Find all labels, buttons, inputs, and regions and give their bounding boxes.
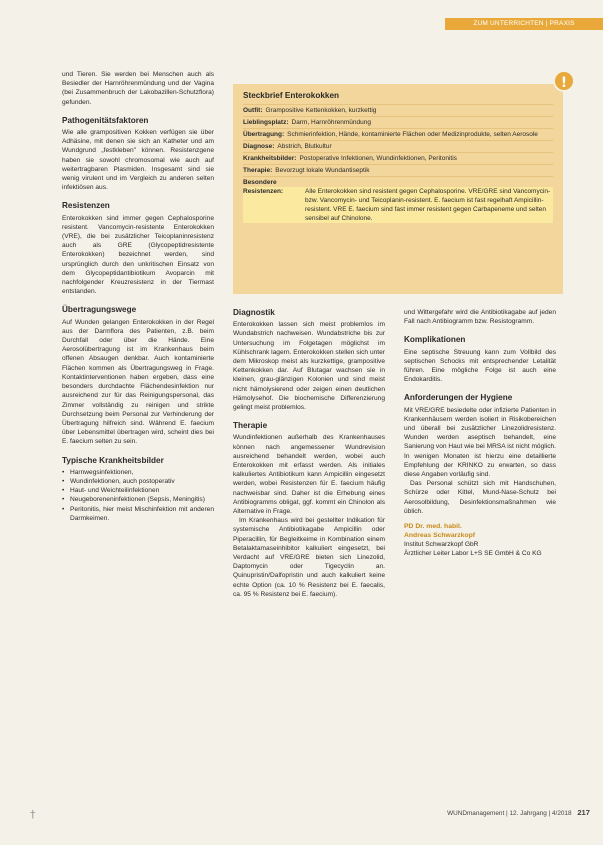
intro-paragraph: und Tieren. Sie werden bei Menschen auch als Besiedler der Harnröhrenmündung und der Vagina (bei Zusammenbruch der Lakobazillen-Schutzflora) gefunden.	[62, 71, 214, 106]
infobox-value: Schmierinfektion, Hände, kontaminierte Flächen oder Medizinprodukte, selten Aerosole	[287, 131, 538, 138]
heading-krankheitsbilder: Typische Krankheitsbilder	[62, 455, 164, 465]
uebertragung-paragraph: Auf Wunden gelangen Enterokokken in der Regel aus der Darmflora des Patienten, z.B. beim Durchfall oder über die Hände. Eine Aerosolübertragung ist im Krankenhaus beim offenen Absaugen denkbar. Auch kontaminierte Flächen kommen als Übertragungsweg in Frage. Kontaktinterventionen haben ergeben, dass eine besonders durchdachte Flächendesinfektion nur ausreichend zur für das Reinigungspersonal, das Zimmer vollständig zu reinigen und strikte Durchsetzung beim Personal zur Verhinderung der Übertragung hilfreich sind. Während E. faecium über Lebensmittel übertragen wird, scheint dies bei E. faecium selten zu sein.	[62, 318, 214, 446]
author-title: PD Dr. med. habil.	[404, 523, 462, 531]
author-affiliation: Ärztlicher Leiter Labor L+S SE GmbH & Co KG	[404, 550, 542, 558]
therapie-paragraph-2: Im Krankenhaus wird bei gestellter Indikation für systemische Antibiotikagabe Ampicillin oder Piperacillin, für Begleitkeime in Kombination einem Betalaktamaseinhibitor kalkuliert eingesetzt, bei Verdacht auf VRE/GRE bieten sich Linezolid, Daptomycin oder Tigecyclin an. Quinupristin/Dalfopristin und auch kalkuliert keine echte Option (ca. 10 % Resistenz bei E. faecalis, ca. 95 % Resistenz bei E. faecium).	[233, 517, 385, 598]
author-affiliation: Institut Schwarzkopf GbR	[404, 541, 479, 549]
infobox-row-krankheitsbilder	[243, 152, 553, 164]
infobox-row-lieblingsplatz	[243, 116, 553, 128]
exclamation-icon: !	[553, 70, 575, 92]
heading-diagnostik: Diagnostik	[233, 308, 275, 317]
page-footer	[410, 808, 590, 817]
infobox-value: Darm, Harnröhrenmündung	[291, 119, 371, 126]
list-item: • Wundinfektionen, auch postoperativ	[62, 477, 214, 486]
infobox-value: Alle Enterokokken sind resistent gegen Cephalosporine. VRE/GRE sind Vancomycin- bzw. Vancomycin- und Teicoplanin-resistent. E. faecium ist fast regelhaft Ampicillin-resistent. VRE E. faecium sind fast immer resistent gegen Carbapeneme und selten sensibel auf Chinolone.	[243, 187, 553, 223]
infobox-key: Übertragung:	[243, 131, 285, 138]
list-item: • Neugeboreneninfektionen (Sepsis, Meningitis)	[62, 495, 214, 504]
infobox-row-outfit	[243, 104, 553, 116]
diagnostik-paragraph: Enterokokken lassen sich meist problemlos im Wundabstrich nachweisen. Wundabstriche bis zur Untersuchung im Folgetagen möglichst im Kühlschrank lagern. Enterokokken stellen sich unter dem Mikroskop meist als kurzkettige, grampositive Kettenkokken dar. Auf Blutagar wachsen sie in kleinen, grau-glänzigen Kolonien und sind meist nicht hämolysierend oder zeigen einen deutlichen Hämolysehof. Die biochemische Differenzierung gelingt meist problemlos.	[233, 321, 385, 412]
infobox-value: Bevorzugt lokale Wundantiseptik	[275, 167, 370, 174]
resistenzen-paragraph: Enterokokken sind immer gegen Cephalosporine resistent. Vancomycin-resistente Enterokokken (VRE), die bei zusätzlicher Teicoplaninresistenz auch als GRE (Glycopeptidresistente Enterokokken) bezeichnet werden, sind ursprünglich durch den unkritischen Einsatz von dem Glycopeptidantibiotikum Avoparcin mit nachfolgender Kreuzresistenz in der Tiermast entstanden.	[62, 214, 214, 296]
crop-mark-icon: †	[30, 808, 36, 821]
infobox-value: Postoperative Infektionen, Wundinfektionen, Peritonitis	[299, 155, 457, 162]
infobox-row-diagnose	[243, 140, 553, 152]
krankheitsbilder-list	[62, 468, 214, 523]
list-item: • Harnwegsinfektionen,	[62, 468, 214, 477]
heading-pathogenitaetsfaktoren: Pathogenitätsfaktoren	[62, 115, 149, 125]
heading-uebertragungswege: Übertragungswege	[62, 305, 137, 315]
pathogen-paragraph: Wie alle grampositiven Kokken verfügen sie über Adhäsine, mit denen sie sich an Katheter und am Wundgrund „festkleben" können. Resistenzgene haben sie sowohl chromosomal wie auch auf weitertragbaren Plasmiden. Insgesamt sind sie wenig virulent und im Vergleich zu anderen selten infektiösen aus.	[62, 129, 214, 192]
infobox-row-therapie	[243, 164, 553, 176]
infobox-key: Krankheitsbilder:	[243, 155, 297, 162]
page-number: 217	[577, 808, 590, 817]
infobox-value: Grampositive Kettenkokken, kurzkettig	[265, 107, 377, 114]
infobox-key: Resistenzen:	[243, 188, 284, 195]
column-right	[404, 308, 556, 558]
journal-info: WUNDmanagement | 12. Jahrgang | 4/2018	[447, 810, 572, 817]
heading-resistenzen: Resistenzen	[62, 201, 110, 211]
infobox-value: Abstrich, Blutkultur	[277, 143, 332, 150]
infobox-row-uebertragung	[243, 128, 553, 140]
infobox-key: Lieblingsplatz:	[243, 119, 289, 126]
continuation-paragraph: und Wittergefahr wird die Antibiotikagabe auf jeden Fall nach Antibiogramm bzw. Resistogramm.	[404, 309, 556, 326]
heading-hygiene: Anforderungen der Hygiene	[404, 393, 513, 403]
infobox-key: Diagnose:	[243, 143, 275, 150]
therapie-paragraph-1: Wundinfektionen außerhalb des Krankenhauses können nach angemessener Wundrevision ausreichend behandelt werden, wobei auch Enterokokken mit erfasst werden. Als initiales kalkuliertes Antibiotikum kann Ampicillin eingesetzt werden, wobei Resistenzen für E. faecium häufig nachweisbar sind. Daher ist die Erhebung eines Antibiogramms obligat, ggf. kommt ein Chinolon als Alternative in Frage.	[233, 434, 385, 516]
section-header-tab: ZUM UNTERRICHTEN | PRAXIS	[445, 18, 603, 30]
list-item: • Peritonitis, hier meist Mischinfektion mit anderen Darmkeimen.	[62, 505, 214, 523]
infobox-title: Steckbrief Enterokokken	[243, 91, 340, 100]
infobox-key: Therapie:	[243, 167, 273, 174]
heading-komplikationen: Komplikationen	[404, 335, 466, 345]
infobox-row-resistenzen	[243, 176, 553, 224]
hygiene-paragraph-1: Mit VRE/GRE besiedelte oder infizierte Patienten in Krankenhäusern werden isoliert in Risikobereichen und überall bei zusätzlicher Linezolidresistenz. Wunden werden aseptisch behandelt, eine Sanierung von Haut wie bei MRSA ist nicht möglich. In wenigen Monaten ist hierzu eine detaillierte Empfehlung der KRINKO zu erwarten, so dass diese Angaben vorläufig sind.	[404, 406, 556, 479]
infobox-key: Outfit:	[243, 107, 263, 114]
hygiene-paragraph-2: Das Personal schützt sich mit Handschuhen, Schürze oder Kittel, Mund-Nase-Schutz bei Aerosolbildung, Desinfektionsmaßnahmen wie üblich.	[404, 480, 556, 515]
infobox-key: Besondere	[243, 179, 277, 186]
steckbrief-infobox	[233, 84, 563, 294]
heading-therapie: Therapie	[233, 421, 268, 431]
author-name: Andreas Schwarzkopf	[404, 532, 476, 540]
column-middle	[233, 308, 385, 599]
column-left	[62, 70, 214, 523]
komplikationen-paragraph: Eine septische Streuung kann zum Vollbild des septischen Schocks mit entsprechender Letalität führen. Eine mögliche Folge ist auch eine Endokarditis.	[404, 348, 556, 384]
list-item: • Haut- und Weichteilinfektionen	[62, 486, 214, 495]
